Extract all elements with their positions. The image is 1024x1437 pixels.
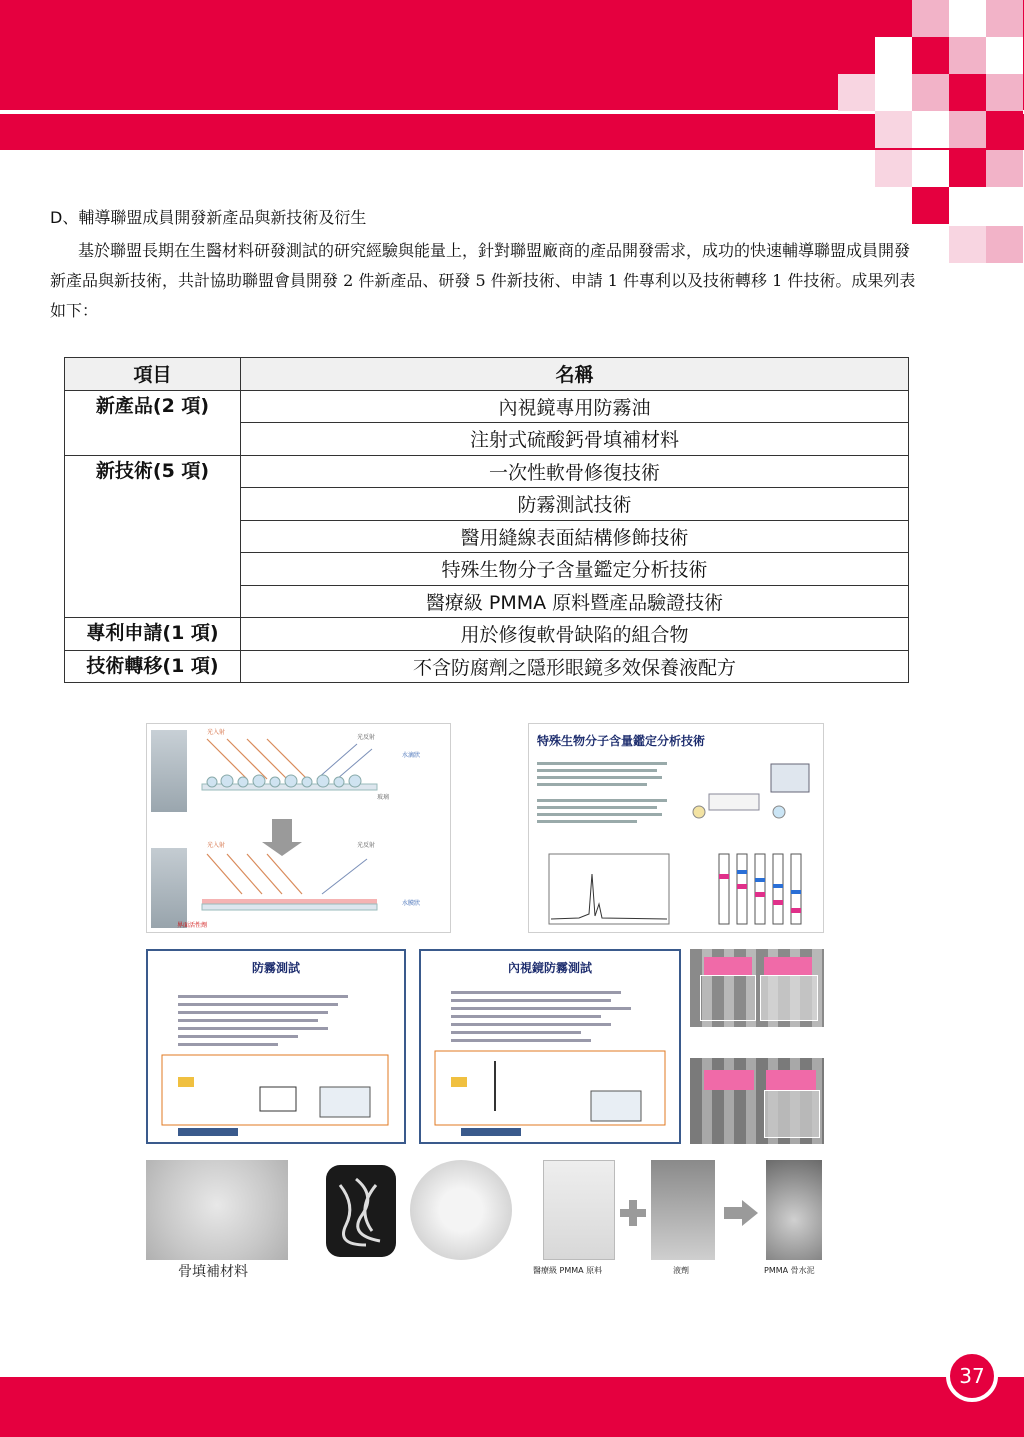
header-category: 項目 bbox=[65, 358, 241, 391]
suture-photo bbox=[326, 1165, 396, 1257]
fog-plate-photo-1 bbox=[690, 949, 824, 1027]
section-paragraph: 基於聯盟長期在生醫材料研發測試的研究經驗與能量上，針對聯盟廠商的產品開發需求，成功的快速輔導聯盟成員開發新產品與新技術，共計協助聯盟會員開發 2 件新產品、研發 5 件新技術、申請 1 件專利以及技術轉移 1 件技術。成果列表如下： bbox=[50, 241, 916, 320]
pmma-cement-photo bbox=[766, 1160, 822, 1260]
plus-icon bbox=[620, 1200, 646, 1226]
category-new-products: 新產品(2 項) bbox=[65, 390, 241, 455]
results-table bbox=[64, 357, 909, 683]
liquid-photo bbox=[651, 1160, 715, 1260]
pmma-raw-caption: 醫療級 PMMA 原料 bbox=[533, 1266, 603, 1275]
page-number: 37 bbox=[946, 1350, 998, 1402]
glass-label: 玻璃 bbox=[377, 794, 390, 801]
antifog-test-svg bbox=[148, 951, 404, 1141]
light-reflect-label-2: 光反射 bbox=[357, 842, 376, 849]
molecular-analysis-figure bbox=[528, 723, 824, 933]
antifog-test-title: 防霧測試 bbox=[251, 961, 300, 975]
antifog-diagram-figure bbox=[146, 723, 451, 933]
table-cell: 不含防腐劑之隱形眼鏡多效保養液配方 bbox=[241, 650, 909, 683]
table-cell: 注射式硫酸鈣骨填補材料 bbox=[241, 423, 909, 456]
table-cell: 防霧測試技術 bbox=[241, 488, 909, 521]
liquid-caption: 液劑 bbox=[673, 1266, 689, 1275]
droplet-label: 水滴狀 bbox=[402, 752, 421, 759]
pmma-raw-photo bbox=[543, 1160, 615, 1260]
section-heading: D、輔導聯盟成員開發新產品與新技術及衍生 bbox=[50, 208, 367, 227]
analysis-graphics-svg bbox=[529, 724, 824, 933]
category-new-technologies: 新技術(5 項) bbox=[65, 455, 241, 618]
category-patent: 專利申請(1 項) bbox=[65, 618, 241, 651]
bone-filler-photo bbox=[146, 1160, 288, 1260]
endoscope-test-title: 內視鏡防霧測試 bbox=[507, 961, 592, 975]
table-cell: 用於修復軟骨缺陷的組合物 bbox=[241, 618, 909, 651]
endoscope-test-svg bbox=[421, 951, 679, 1141]
table-cell: 醫用縫線表面結構修飾技術 bbox=[241, 520, 909, 553]
surfactant-label: 界面活性劑 bbox=[177, 922, 208, 929]
light-in-label: 光入射 bbox=[207, 729, 226, 736]
table-cell: 內視鏡專用防霧油 bbox=[241, 390, 909, 423]
fog-plate-photo-2 bbox=[690, 1058, 824, 1144]
light-in-label-2: 光入射 bbox=[207, 842, 226, 849]
footer-band bbox=[0, 1377, 1024, 1437]
header-name: 名稱 bbox=[241, 358, 909, 391]
antifog-test-figure bbox=[146, 949, 406, 1144]
suture-strands-svg bbox=[326, 1165, 396, 1257]
light-reflect-label: 光反射 bbox=[357, 734, 376, 741]
endoscope-test-figure bbox=[419, 949, 681, 1144]
analysis-title: 特殊生物分子含量鑑定分析技術 bbox=[537, 734, 706, 748]
table-cell: 醫療級 PMMA 原料暨產品驗證技術 bbox=[241, 585, 909, 618]
table-cell: 一次性軟骨修復技術 bbox=[241, 455, 909, 488]
pmma-cement-caption: PMMA 骨水泥 bbox=[764, 1266, 815, 1275]
category-tech-transfer: 技術轉移(1 項) bbox=[65, 650, 241, 683]
table-cell: 特殊生物分子含量鑑定分析技術 bbox=[241, 553, 909, 586]
bone-filler-caption: 骨填補材料 bbox=[178, 1264, 248, 1280]
water-film-label: 水膜狀 bbox=[402, 900, 421, 907]
arrow-right-icon bbox=[724, 1200, 758, 1226]
powder-dish-photo bbox=[410, 1160, 512, 1260]
